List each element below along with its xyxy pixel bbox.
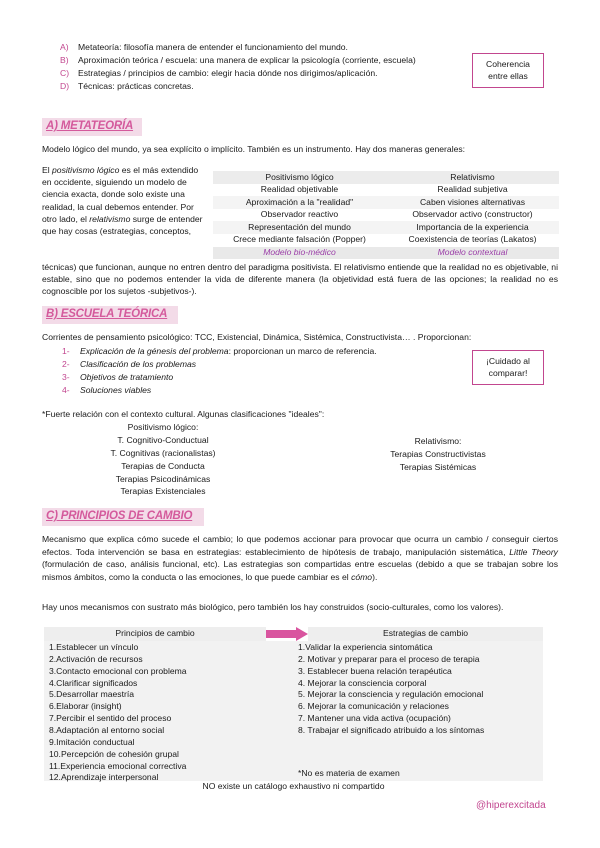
footer-note: NO existe un catálogo exhaustivo ni compartido: [202, 781, 385, 791]
list-item: 3. Establecer buena relación terapéutica: [298, 665, 452, 676]
table-header: Positivismo lógico: [213, 171, 386, 184]
metateoria-continuation: técnicas) que funcionan, aunque no entren dentro del paradigma positivista. El relativismo entiende que la realidad no es objetivable, ni estable, sino que no podemos entender la vida de diferente manera (la objetividad está fuera de las opciones; la realidad no es cognoscible por los sujetos -subjetivos-).: [42, 262, 558, 297]
table-row: Representación del mundo Importancia de la experiencia: [213, 221, 559, 234]
estrategias-column-header: Estrategias de cambio: [308, 627, 543, 641]
table-header: Relativismo: [386, 171, 559, 184]
table-row: Observador reactivo Observador activo (constructor): [260, 209, 533, 220]
principios-table-header: [44, 626, 543, 642]
exam-note: *No es materia de examen: [298, 768, 400, 778]
principios-list: [49, 642, 269, 784]
metateoria-left-text: El positivismo lógico es el más extendido en occidente, siguiendo un modelo de ciencia exacta, donde solo existe una realidad, la cual debemos entender. Por otro lado, el relativismo surge de entender que hay cosas (estrategias, conceptos,: [42, 165, 203, 237]
escuela-list: [62, 346, 377, 398]
list-item: 2- Clasificación de los problemas: [62, 359, 197, 370]
list-item: 6.Elaborar (insight): [49, 701, 122, 712]
list-item: 11.Experiencia emocional correctiva: [49, 760, 187, 771]
table-row: Crece mediante falsación (Popper) Coexistencia de teorías (Lakatos): [233, 234, 537, 245]
list-item: 4. Mejorar la consciencia corporal: [298, 677, 427, 688]
intro-item: D) Técnicas: prácticas concretas.: [60, 81, 194, 92]
list-item: 7.Percibir el sentido del proceso: [49, 713, 172, 724]
list-item: 8.Adaptación al entorno social: [49, 725, 165, 736]
arrow-right-icon: [266, 627, 308, 641]
watermark: @hiperexcitada: [476, 800, 546, 811]
list-item: 12.Aprendizaje interpersonal: [49, 772, 159, 783]
careful-callout: ¡Cuidado al comparar!: [472, 350, 544, 385]
intro-list: [60, 42, 460, 94]
list-item: 4- Soluciones viables: [62, 385, 152, 396]
list-item: 5.Desarrollar maestría: [49, 689, 135, 700]
relativismo-classification: Relativismo: Terapias Constructivistas Terapias Sistémicas: [390, 436, 486, 472]
list-item: 2.Activación de recursos: [49, 653, 143, 664]
list-item: 3.Contacto emocional con problema: [49, 665, 187, 676]
intro-item: C) Estrategias / principios de cambio: elegir hacia dónde nos dirigimos/aplicación.: [60, 68, 378, 79]
intro-item: B) Aproximación teórica / escuela: una manera de explicar la psicología (corriente, escuela): [60, 55, 416, 66]
list-item: 4.Clarificar significados: [49, 677, 138, 688]
table-row: Aproximación a la "realidad" Caben visiones alternativas: [213, 196, 559, 209]
list-item: 1.Validar la experiencia sintomática: [298, 642, 433, 652]
section-heading-principios: C) PRINCIPIOS DE CAMBIO: [42, 508, 204, 526]
table-row: Realidad objetivable Realidad subjetiva: [260, 184, 508, 195]
list-item: 10.Percepción de cohesión grupal: [49, 748, 179, 759]
section-heading-escuela: B) ESCUELA TEÓRICA: [42, 306, 178, 324]
list-item: 3- Objetivos de tratamiento: [62, 372, 174, 383]
intro-item: A) Metateoría: filosofía manera de entender el funcionamiento del mundo.: [60, 42, 348, 52]
list-item: 1- Explicación de la génesis del problema: proporcionan un marco de referencia.: [62, 346, 377, 356]
list-item: 5. Mejorar la consciencia y regulación emocional: [298, 689, 484, 700]
principios-column-header: Principios de cambio: [44, 627, 266, 641]
list-item: 2. Motivar y preparar para el proceso de terapia: [298, 653, 480, 664]
metateoria-comparison-table: [213, 171, 559, 259]
metateoria-intro: Modelo lógico del mundo, ya sea explícito o implícito. También es un instrumento. Hay dos maneras generales:: [42, 144, 466, 154]
coherence-callout: Coherencia entre ellas: [472, 53, 544, 88]
list-item: 8. Trabajar el significado atribuido a los síntomas: [298, 725, 485, 736]
list-item: 6. Mejorar la comunicación y relaciones: [298, 701, 449, 712]
principios-paragraph-2: Hay unos mecanismos con sustrato más biológico, pero también los hay construidos (socio-culturales, como los valores).: [42, 602, 504, 612]
estrategias-list: [298, 642, 542, 737]
positivismo-classification: Positivismo lógico: T. Cognitivo-Conductual T. Cognitivas (racionalistas) Terapias de Conducta Terapias Psicodinámicas Terapias Existenciales: [110, 422, 216, 497]
table-row-model: Modelo bio-médico Modelo contextual: [213, 247, 559, 260]
section-heading-metateoria: A) METATEORÍA: [42, 118, 142, 136]
list-item: 1.Establecer un vínculo: [49, 642, 139, 652]
escuela-note: *Fuerte relación con el contexto cultural. Algunas clasificaciones "ideales":: [42, 409, 325, 419]
escuela-intro: Corrientes de pensamiento psicológico: TCC, Existencial, Dinámica, Sistémica, Constructivista… . Proporcionan:: [42, 332, 472, 342]
list-item: 7. Mantener una vida activa (ocupación): [298, 713, 451, 724]
principios-paragraph: Mecanismo que explica cómo sucede el cambio; lo que podemos accionar para provocar que ocurra un cambio / conseguir ciertos efectos. Toda intervención se basa en estrategias: establecimiento de hipótesis de trabajo, manipulación sistemática, Little Theory (formulación de caso, análisis funcional, etc). Las estrategias son compartidas entre escuelas (debido a que se trabajan sobre los mismos ámbitos, como la conducta o las emociones, lo que puede cambiar es el cómo).: [42, 534, 558, 583]
list-item: 9.Imitación conductual: [49, 736, 135, 747]
